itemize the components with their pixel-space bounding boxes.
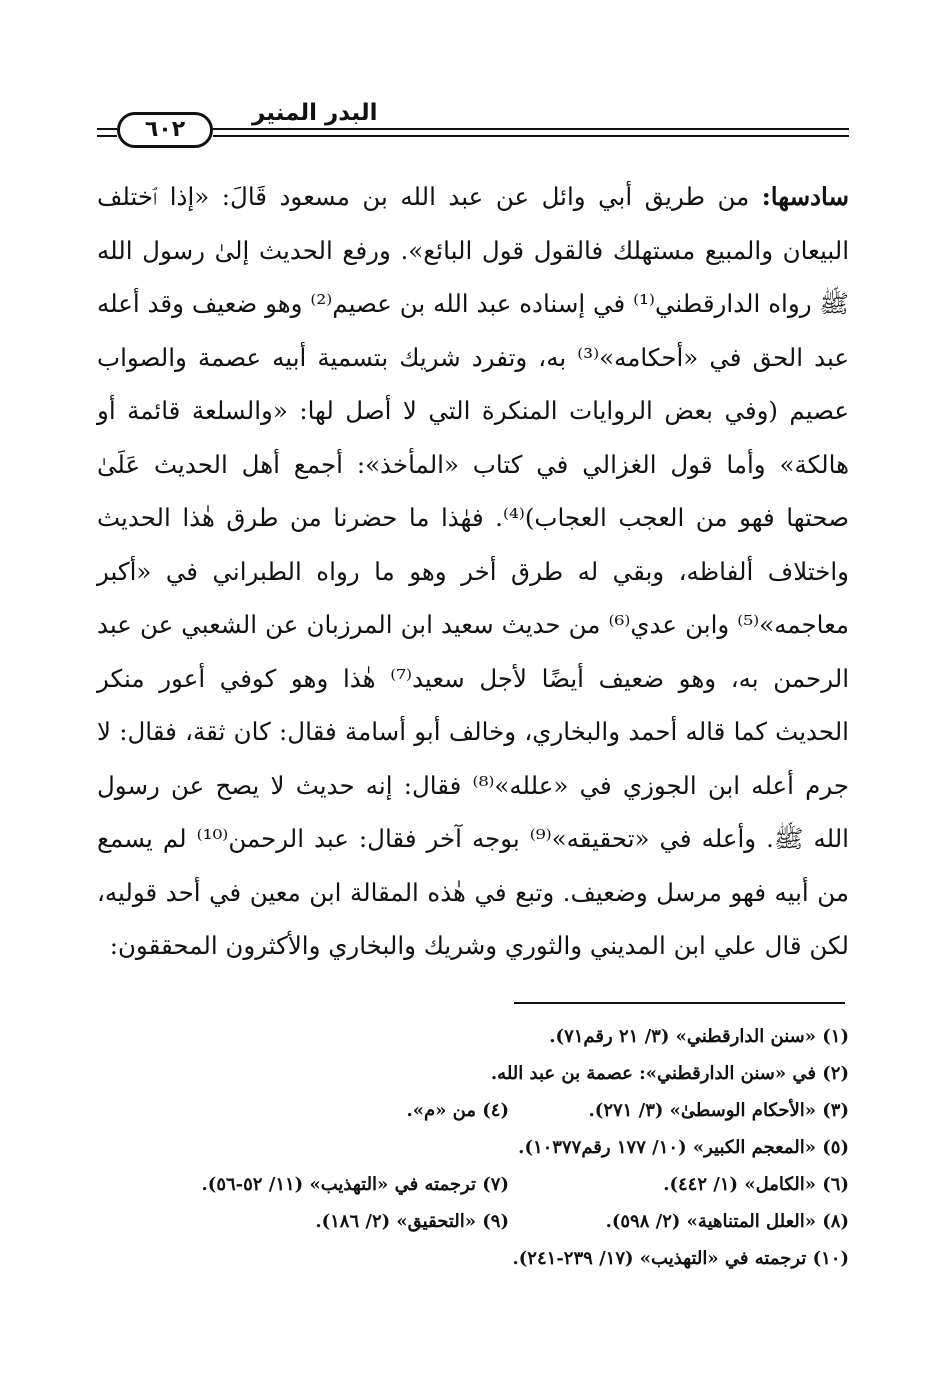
- footnote-row: [97, 1240, 849, 1277]
- footnote-2: (٢) في «سنن الدارقطني»: عصمة بن عبد الله.: [490, 1063, 849, 1084]
- footnotes: [97, 1018, 849, 1277]
- footnote-9: (٩) «التحقيق» (٢/ ١٨٦).: [315, 1211, 509, 1232]
- paragraph-body: من طريق أبي وائل عن عبد الله بن مسعود قَالَ: «إذا ٱختلف البيعان والمبيع مستهلك فالقول قول البائع». ورفع الحديث إلىٰ رسول الله ﷺ رواه الدارقطني⁽¹⁾ في إسناده عبد الله بن عصيم⁽²⁾ وهو ضعيف وقد أعله عبد الحق في «أحكامه»⁽³⁾ به، وتفرد شريك بتسمية أبيه عصمة والصواب عصيم (وفي بعض الروايات المنكرة التي لا أصل لها: «والسلعة قائمة أو هالكة» وأما قول الغزالي في كتاب «المأخذ»: أجمع أهل الحديث عَلَىٰ صحتها فهو من العجب العجاب)⁽⁴⁾. فهٰذا ما حضرنا من طرق هٰذا الحديث واختلاف ألفاظه، وبقي له طرق أخر وهو ما رواه الطبراني في «أكبر معاجمه»⁽⁵⁾ وابن عدي⁽⁶⁾ من حديث سعيد ابن المرزبان عن الشعبي عن عبد الرحمن به، وهو ضعيف أيضًا لأجل سعيد⁽⁷⁾ هٰذا وهو كوفي أعور منكر الحديث كما قاله أحمد والبخاري، وخالف أبو أسامة فقال: كان ثقة، فقال: لا جرم أعله ابن الجوزي في «علله»⁽⁸⁾ فقال: إنه حديث لا يصح عن رسول الله ﷺ. وأعله في «تحقيقه»⁽⁹⁾ بوجه آخر فقال: عبد الرحمن⁽¹⁰⁾ لم يسمع من أبيه فهو مرسل وضعيف. وتبع في هٰذه المقالة ابن معين في أحد قوليه، لكن قال علي ابن المديني والثوري وشريك والبخاري والأكثرون المحققون:: [97, 182, 850, 960]
- footnote-row: [97, 1055, 849, 1092]
- footnote-separator: [514, 1002, 845, 1004]
- running-title: البدر المنير: [252, 100, 378, 126]
- main-paragraph: [97, 170, 849, 973]
- footnote-row: [97, 1203, 849, 1240]
- footnote-row: [97, 1018, 849, 1055]
- footnote-7: (٧) ترجمته في «التهذيب» (١١/ ٥٢-٥٦).: [201, 1174, 509, 1195]
- footnote-6: (٦) «الكامل» (١/ ٤٤٢).: [663, 1174, 849, 1195]
- footnote-row: [97, 1092, 849, 1129]
- footnote-5: (٥) «المعجم الكبير» (١٠/ ١٧٧ رقم١٠٣٧٧).: [518, 1137, 849, 1158]
- paragraph-lead: سادسها:: [761, 182, 849, 211]
- header-rule-left-2: [97, 135, 117, 137]
- page-header: [97, 98, 849, 154]
- page-number: ٦٠٢: [117, 112, 213, 148]
- header-rule-top: [213, 128, 849, 130]
- footnote-4: (٤) من «م».: [406, 1100, 509, 1121]
- footnote-row: [97, 1166, 849, 1203]
- header-rule-bottom: [213, 135, 849, 137]
- footnote-1: (١) «سنن الدارقطني» (٣/ ٢١ رقم٧١).: [549, 1026, 849, 1047]
- main-text: [97, 170, 849, 973]
- footnote-10: (١٠) ترجمته في «التهذيب» (١٧/ ٢٣٩-٢٤١).: [512, 1248, 849, 1269]
- footnote-row: [97, 1129, 849, 1166]
- footnote-3: (٣) «الأحكام الوسطىٰ» (٣/ ٢٧١).: [588, 1100, 849, 1121]
- footnote-8: (٨) «العلل المتناهية» (٢/ ٥٩٨).: [605, 1211, 849, 1232]
- header-rule-left: [97, 128, 117, 130]
